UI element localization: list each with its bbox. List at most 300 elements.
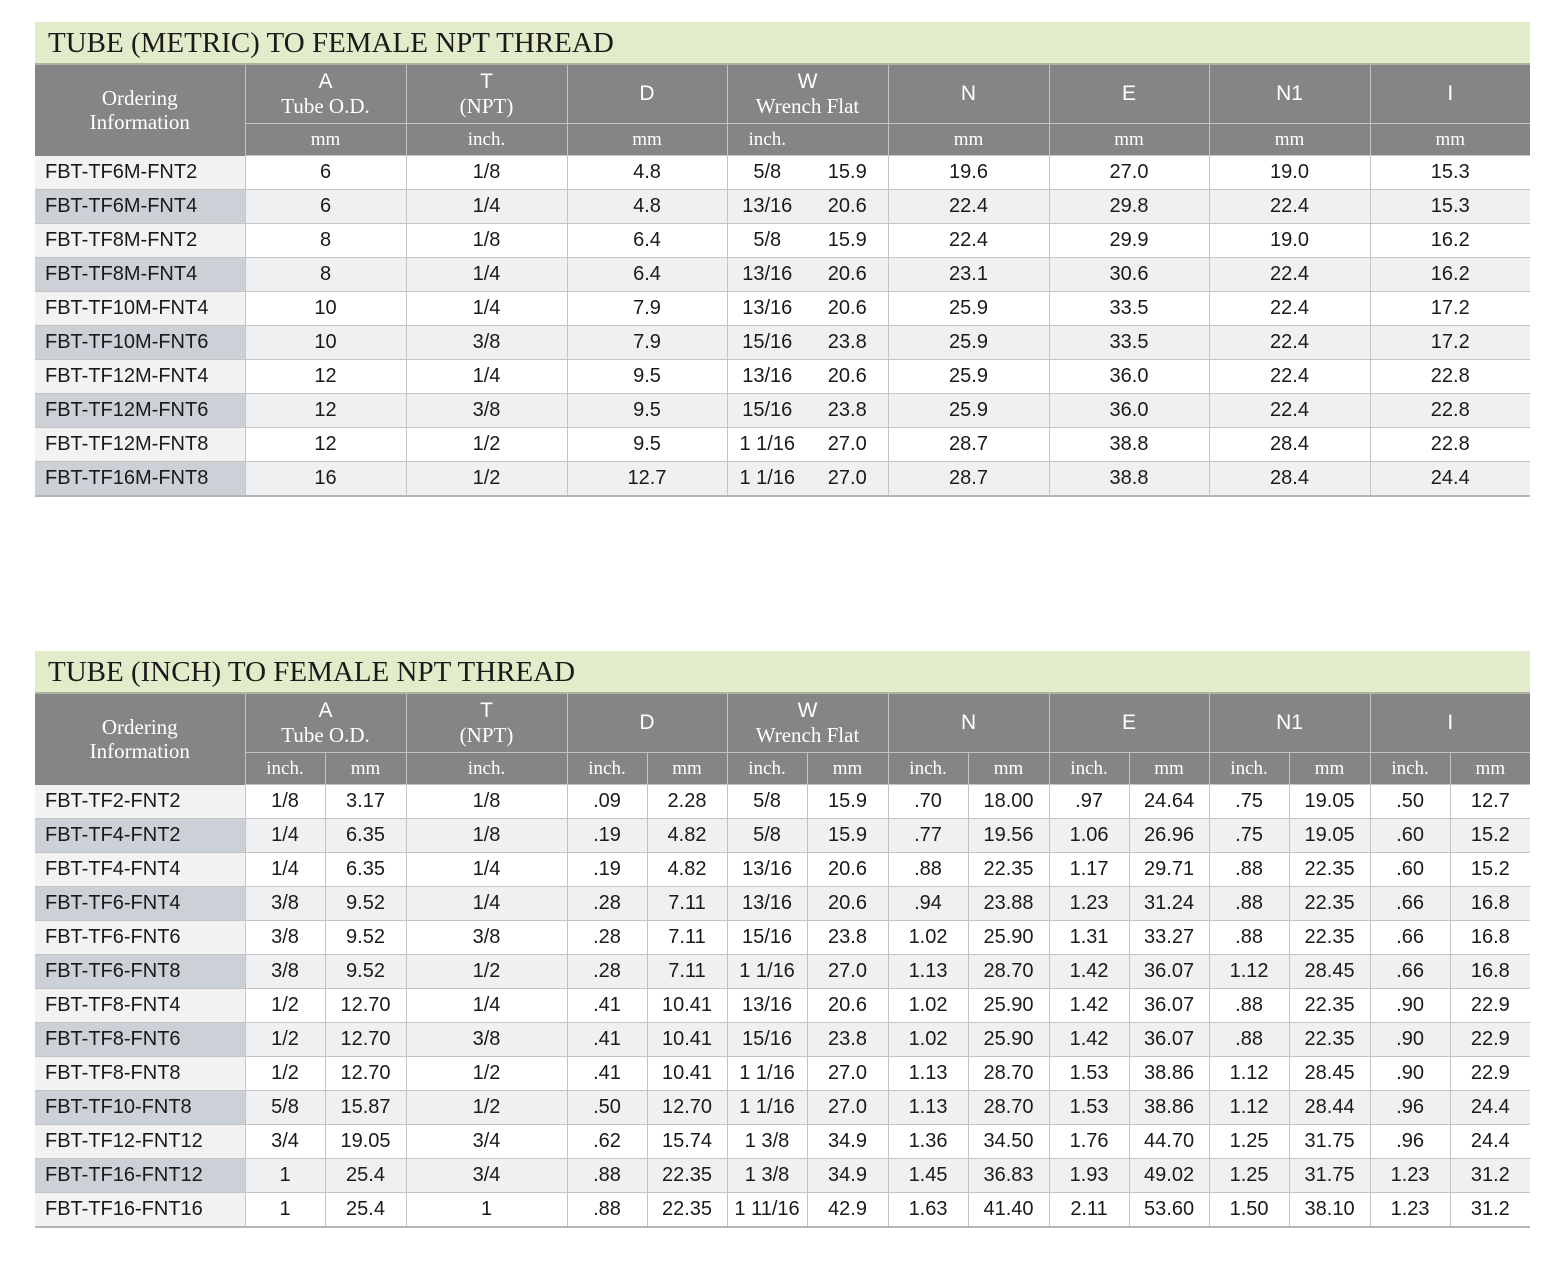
value-cell: 1/4 xyxy=(406,853,567,887)
value-cell: 16.2 xyxy=(1370,224,1530,258)
value-cell: 12.7 xyxy=(567,462,727,497)
value-cell: 25.4 xyxy=(325,1159,406,1193)
table-row xyxy=(35,360,1530,394)
value-cell: 1.02 xyxy=(888,989,968,1023)
inch-table-title: TUBE (INCH) TO FEMALE NPT THREAD xyxy=(35,651,1530,694)
part-number-cell: FBT-TF4-FNT4 xyxy=(35,853,245,887)
value-cell: 23.1 xyxy=(888,258,1049,292)
value-cell: .28 xyxy=(567,955,647,989)
value-cell: .88 xyxy=(1209,1023,1289,1057)
value-cell: .88 xyxy=(567,1193,647,1228)
value-cell: 33.5 xyxy=(1049,326,1209,360)
value-cell: 5/8 xyxy=(727,224,807,258)
value-cell: 8 xyxy=(245,224,406,258)
header-t xyxy=(406,65,567,124)
value-cell: 3.17 xyxy=(325,785,406,819)
value-cell: 22.35 xyxy=(1289,921,1370,955)
value-cell: 1.63 xyxy=(888,1193,968,1228)
ordering-info-header xyxy=(35,65,245,156)
value-cell: 3/8 xyxy=(245,955,325,989)
value-cell: 4.8 xyxy=(567,190,727,224)
table-row xyxy=(35,190,1530,224)
value-cell: 1.53 xyxy=(1049,1091,1129,1125)
value-cell: .77 xyxy=(888,819,968,853)
value-cell: .88 xyxy=(1209,921,1289,955)
value-cell: 3/8 xyxy=(406,326,567,360)
value-cell: 53.60 xyxy=(1129,1193,1209,1228)
value-cell: 7.11 xyxy=(647,921,727,955)
value-cell: .96 xyxy=(1370,1125,1450,1159)
value-cell: 22.8 xyxy=(1370,394,1530,428)
header-n1: N1 xyxy=(1209,65,1370,124)
header-w-label: Wrench Flat xyxy=(755,722,860,747)
value-cell: 24.4 xyxy=(1450,1125,1530,1159)
value-cell: 33.5 xyxy=(1049,292,1209,326)
value-cell: 12.70 xyxy=(325,1023,406,1057)
unit-header: mm xyxy=(1289,753,1370,785)
part-number-cell: FBT-TF8M-FNT2 xyxy=(35,224,245,258)
unit-header: mm xyxy=(245,124,406,156)
value-cell: 12 xyxy=(245,428,406,462)
part-number-cell: FBT-TF6M-FNT4 xyxy=(35,190,245,224)
table-row xyxy=(35,462,1530,497)
value-cell: 25.9 xyxy=(888,326,1049,360)
value-cell: 1 xyxy=(245,1193,325,1228)
value-cell: 15.9 xyxy=(807,224,888,258)
value-cell: 1.23 xyxy=(1049,887,1129,921)
value-cell: 28.45 xyxy=(1289,955,1370,989)
table-row xyxy=(35,1159,1530,1193)
header-a-label: Tube O.D. xyxy=(281,93,370,118)
header-t-letter: T xyxy=(480,698,493,722)
value-cell: 13/16 xyxy=(727,258,807,292)
value-cell: .97 xyxy=(1049,785,1129,819)
value-cell: 5/8 xyxy=(727,785,807,819)
value-cell: 1/4 xyxy=(406,989,567,1023)
value-cell: .88 xyxy=(1209,853,1289,887)
value-cell: 6.35 xyxy=(325,819,406,853)
value-cell: 1.42 xyxy=(1049,1023,1129,1057)
unit-header: inch. xyxy=(567,753,647,785)
header-d: D xyxy=(567,694,727,753)
table-row xyxy=(35,1091,1530,1125)
part-number-cell: FBT-TF2-FNT2 xyxy=(35,785,245,819)
value-cell: 1/2 xyxy=(245,1023,325,1057)
value-cell: .50 xyxy=(1370,785,1450,819)
value-cell: 23.8 xyxy=(807,921,888,955)
value-cell: 38.8 xyxy=(1049,462,1209,497)
value-cell: 44.70 xyxy=(1129,1125,1209,1159)
value-cell: 22.8 xyxy=(1370,428,1530,462)
value-cell: 17.2 xyxy=(1370,326,1530,360)
part-number-cell: FBT-TF8-FNT4 xyxy=(35,989,245,1023)
value-cell: 1/8 xyxy=(406,785,567,819)
part-number-cell: FBT-TF4-FNT2 xyxy=(35,819,245,853)
unit-header: mm xyxy=(325,753,406,785)
value-cell: .70 xyxy=(888,785,968,819)
part-number-cell: FBT-TF6-FNT4 xyxy=(35,887,245,921)
value-cell: 1.12 xyxy=(1209,1091,1289,1125)
value-cell: 18.00 xyxy=(968,785,1049,819)
table-row xyxy=(35,1125,1530,1159)
part-number-cell: FBT-TF8-FNT8 xyxy=(35,1057,245,1091)
value-cell: 12.7 xyxy=(1450,785,1530,819)
value-cell: 22.35 xyxy=(968,853,1049,887)
value-cell: 9.52 xyxy=(325,921,406,955)
value-cell: 1/4 xyxy=(406,360,567,394)
value-cell: 1/8 xyxy=(406,819,567,853)
part-number-cell: FBT-TF6-FNT6 xyxy=(35,921,245,955)
value-cell: 23.8 xyxy=(807,394,888,428)
value-cell: 31.24 xyxy=(1129,887,1209,921)
value-cell: 27.0 xyxy=(807,1091,888,1125)
header-n1: N1 xyxy=(1209,694,1370,753)
value-cell: 19.0 xyxy=(1209,156,1370,190)
header-e: E xyxy=(1049,65,1209,124)
value-cell: .90 xyxy=(1370,1023,1450,1057)
value-cell: 22.4 xyxy=(1209,394,1370,428)
value-cell: 23.88 xyxy=(968,887,1049,921)
value-cell: 49.02 xyxy=(1129,1159,1209,1193)
value-cell: 1.13 xyxy=(888,1057,968,1091)
inch-table-section xyxy=(35,651,1530,1228)
value-cell: 4.8 xyxy=(567,156,727,190)
value-cell: 3/8 xyxy=(245,887,325,921)
value-cell: 10 xyxy=(245,292,406,326)
value-cell: 1 11/16 xyxy=(727,1193,807,1228)
value-cell: 22.4 xyxy=(1209,292,1370,326)
value-cell: 31.2 xyxy=(1450,1193,1530,1228)
value-cell: .90 xyxy=(1370,1057,1450,1091)
value-cell: 5/8 xyxy=(727,156,807,190)
ordering-header-line2: Information xyxy=(89,110,190,135)
value-cell: 16 xyxy=(245,462,406,497)
value-cell: 36.0 xyxy=(1049,360,1209,394)
value-cell: 1 3/8 xyxy=(727,1159,807,1193)
value-cell: 15.74 xyxy=(647,1125,727,1159)
value-cell: 2.28 xyxy=(647,785,727,819)
unit-header: inch. xyxy=(1370,753,1450,785)
part-number-cell: FBT-TF10M-FNT4 xyxy=(35,292,245,326)
value-cell: 10 xyxy=(245,326,406,360)
value-cell: 28.4 xyxy=(1209,462,1370,497)
value-cell: 5/8 xyxy=(245,1091,325,1125)
value-cell: 1.45 xyxy=(888,1159,968,1193)
value-cell: 23.8 xyxy=(807,1023,888,1057)
value-cell: 16.8 xyxy=(1450,955,1530,989)
value-cell: .28 xyxy=(567,921,647,955)
value-cell: 15.2 xyxy=(1450,853,1530,887)
unit-header: mm xyxy=(647,753,727,785)
value-cell: 1.53 xyxy=(1049,1057,1129,1091)
value-cell: 3/4 xyxy=(245,1125,325,1159)
value-cell: 1/8 xyxy=(245,785,325,819)
value-cell: 1.25 xyxy=(1209,1159,1289,1193)
value-cell: 28.44 xyxy=(1289,1091,1370,1125)
value-cell: .19 xyxy=(567,819,647,853)
header-n: N xyxy=(888,694,1049,753)
ordering-header-line1: Ordering xyxy=(101,86,178,111)
value-cell: 20.6 xyxy=(807,190,888,224)
value-cell: 36.07 xyxy=(1129,1023,1209,1057)
value-cell: 22.35 xyxy=(647,1193,727,1228)
value-cell: 36.83 xyxy=(968,1159,1049,1193)
value-cell: 28.70 xyxy=(968,1057,1049,1091)
header-w-letter: W xyxy=(797,698,818,722)
value-cell: .19 xyxy=(567,853,647,887)
value-cell: .62 xyxy=(567,1125,647,1159)
part-number-cell: FBT-TF16-FNT16 xyxy=(35,1193,245,1228)
table-row xyxy=(35,428,1530,462)
table-row xyxy=(35,156,1530,190)
value-cell: 1.50 xyxy=(1209,1193,1289,1228)
value-cell: 22.4 xyxy=(1209,190,1370,224)
value-cell: 16.2 xyxy=(1370,258,1530,292)
unit-header: mm xyxy=(1049,124,1209,156)
value-cell: 19.05 xyxy=(325,1125,406,1159)
value-cell: 31.75 xyxy=(1289,1125,1370,1159)
value-cell: 28.70 xyxy=(968,955,1049,989)
value-cell: 1.42 xyxy=(1049,955,1129,989)
value-cell: 23.8 xyxy=(807,326,888,360)
unit-header: mm xyxy=(807,753,888,785)
value-cell: 25.9 xyxy=(888,292,1049,326)
value-cell: 34.9 xyxy=(807,1125,888,1159)
header-a-label: Tube O.D. xyxy=(281,722,370,747)
value-cell: .75 xyxy=(1209,785,1289,819)
unit-header: inch. xyxy=(245,753,325,785)
value-cell: 1.12 xyxy=(1209,955,1289,989)
header-a xyxy=(245,694,406,753)
value-cell: 22.4 xyxy=(1209,326,1370,360)
value-cell: 1/2 xyxy=(245,989,325,1023)
value-cell: 29.8 xyxy=(1049,190,1209,224)
value-cell: 22.35 xyxy=(1289,887,1370,921)
value-cell: 22.4 xyxy=(888,224,1049,258)
value-cell: 19.0 xyxy=(1209,224,1370,258)
value-cell: 15.3 xyxy=(1370,156,1530,190)
value-cell: 19.56 xyxy=(968,819,1049,853)
value-cell: 15.3 xyxy=(1370,190,1530,224)
header-a-letter: A xyxy=(318,69,333,93)
table-row xyxy=(35,1023,1530,1057)
value-cell: 27.0 xyxy=(807,1057,888,1091)
value-cell: 22.4 xyxy=(1209,360,1370,394)
value-cell: 10.41 xyxy=(647,989,727,1023)
value-cell: .41 xyxy=(567,1057,647,1091)
value-cell: 3/4 xyxy=(406,1159,567,1193)
value-cell: .90 xyxy=(1370,989,1450,1023)
value-cell: 12.70 xyxy=(647,1091,727,1125)
header-t-label: (NPT) xyxy=(459,93,514,118)
value-cell: 1/2 xyxy=(406,1057,567,1091)
ordering-header-line2: Information xyxy=(89,739,190,764)
value-cell: 1/4 xyxy=(406,292,567,326)
value-cell: 24.4 xyxy=(1370,462,1530,497)
unit-header: inch. xyxy=(727,124,807,156)
value-cell: .28 xyxy=(567,887,647,921)
unit-header: mm xyxy=(1370,124,1530,156)
value-cell: 15/16 xyxy=(727,1023,807,1057)
value-cell: 22.35 xyxy=(1289,853,1370,887)
value-cell: 28.70 xyxy=(968,1091,1049,1125)
part-number-cell: FBT-TF16M-FNT8 xyxy=(35,462,245,497)
value-cell: 25.9 xyxy=(888,394,1049,428)
value-cell: 30.6 xyxy=(1049,258,1209,292)
value-cell: 13/16 xyxy=(727,190,807,224)
unit-header: inch. xyxy=(888,753,968,785)
unit-header: mm xyxy=(1209,124,1370,156)
value-cell: 15.87 xyxy=(325,1091,406,1125)
value-cell: 22.4 xyxy=(1209,258,1370,292)
value-cell: 6 xyxy=(245,190,406,224)
value-cell: .66 xyxy=(1370,955,1450,989)
ordering-header-line1: Ordering xyxy=(101,715,178,740)
value-cell: 27.0 xyxy=(1049,156,1209,190)
value-cell: 13/16 xyxy=(727,853,807,887)
value-cell: 1/2 xyxy=(245,1057,325,1091)
value-cell: 6.4 xyxy=(567,224,727,258)
value-cell: 25.90 xyxy=(968,1023,1049,1057)
unit-header: mm xyxy=(567,124,727,156)
value-cell: 10.41 xyxy=(647,1023,727,1057)
header-t-label: (NPT) xyxy=(459,722,514,747)
value-cell: 7.9 xyxy=(567,292,727,326)
table-row xyxy=(35,955,1530,989)
value-cell: 1.36 xyxy=(888,1125,968,1159)
table-row xyxy=(35,989,1530,1023)
value-cell: 1/4 xyxy=(406,258,567,292)
value-cell: 15.9 xyxy=(807,156,888,190)
value-cell: .41 xyxy=(567,1023,647,1057)
value-cell: .94 xyxy=(888,887,968,921)
part-number-cell: FBT-TF10-FNT8 xyxy=(35,1091,245,1125)
value-cell: 1.23 xyxy=(1370,1159,1450,1193)
value-cell: 1.02 xyxy=(888,921,968,955)
value-cell: 1.06 xyxy=(1049,819,1129,853)
value-cell: 15.2 xyxy=(1450,819,1530,853)
value-cell: .50 xyxy=(567,1091,647,1125)
value-cell: 13/16 xyxy=(727,292,807,326)
value-cell: .09 xyxy=(567,785,647,819)
value-cell: 2.11 xyxy=(1049,1193,1129,1228)
unit-header: mm xyxy=(1450,753,1530,785)
value-cell: 1 xyxy=(245,1159,325,1193)
value-cell: 6.4 xyxy=(567,258,727,292)
value-cell: 1 1/16 xyxy=(727,1091,807,1125)
value-cell: 12 xyxy=(245,394,406,428)
value-cell: 22.9 xyxy=(1450,989,1530,1023)
value-cell: 8 xyxy=(245,258,406,292)
value-cell: 25.90 xyxy=(968,921,1049,955)
part-number-cell: FBT-TF6-FNT8 xyxy=(35,955,245,989)
value-cell: 16.8 xyxy=(1450,921,1530,955)
value-cell: 1/2 xyxy=(406,462,567,497)
part-number-cell: FBT-TF8M-FNT4 xyxy=(35,258,245,292)
value-cell: 1.31 xyxy=(1049,921,1129,955)
value-cell: 27.0 xyxy=(807,955,888,989)
header-t-letter: T xyxy=(480,69,493,93)
value-cell: 28.7 xyxy=(888,428,1049,462)
part-number-cell: FBT-TF12-FNT12 xyxy=(35,1125,245,1159)
value-cell: 15.9 xyxy=(807,785,888,819)
value-cell: .88 xyxy=(888,853,968,887)
value-cell: 12.70 xyxy=(325,1057,406,1091)
value-cell: 4.82 xyxy=(647,853,727,887)
value-cell: 3/8 xyxy=(245,921,325,955)
value-cell: 20.6 xyxy=(807,887,888,921)
value-cell: 19.05 xyxy=(1289,819,1370,853)
part-number-cell: FBT-TF12M-FNT4 xyxy=(35,360,245,394)
value-cell: 19.6 xyxy=(888,156,1049,190)
value-cell: 29.9 xyxy=(1049,224,1209,258)
header-a xyxy=(245,65,406,124)
value-cell: 13/16 xyxy=(727,989,807,1023)
value-cell: 22.35 xyxy=(1289,1023,1370,1057)
table-row xyxy=(35,819,1530,853)
value-cell: 4.82 xyxy=(647,819,727,853)
value-cell: 10.41 xyxy=(647,1057,727,1091)
value-cell: 1/4 xyxy=(406,190,567,224)
table-row xyxy=(35,224,1530,258)
value-cell: 34.50 xyxy=(968,1125,1049,1159)
value-cell: 1/2 xyxy=(406,1091,567,1125)
value-cell: 1/8 xyxy=(406,156,567,190)
unit-header: mm xyxy=(888,124,1049,156)
value-cell: 38.8 xyxy=(1049,428,1209,462)
value-cell: 1.42 xyxy=(1049,989,1129,1023)
value-cell: 20.6 xyxy=(807,853,888,887)
value-cell: 25.4 xyxy=(325,1193,406,1228)
value-cell: 20.6 xyxy=(807,360,888,394)
header-w-label: Wrench Flat xyxy=(755,93,860,118)
table-row xyxy=(35,921,1530,955)
table-row xyxy=(35,394,1530,428)
table-row xyxy=(35,1057,1530,1091)
header-i: I xyxy=(1370,694,1530,753)
header-w xyxy=(727,65,888,124)
value-cell: 1 1/16 xyxy=(727,955,807,989)
header-i: I xyxy=(1370,65,1530,124)
value-cell: 6.35 xyxy=(325,853,406,887)
value-cell: 7.11 xyxy=(647,955,727,989)
value-cell: 12 xyxy=(245,360,406,394)
value-cell: 1.13 xyxy=(888,955,968,989)
value-cell: 17.2 xyxy=(1370,292,1530,326)
value-cell: 34.9 xyxy=(807,1159,888,1193)
part-number-cell: FBT-TF8-FNT6 xyxy=(35,1023,245,1057)
inch-spec-table xyxy=(35,694,1530,1228)
value-cell: 1/4 xyxy=(245,819,325,853)
table-row xyxy=(35,887,1530,921)
part-number-cell: FBT-TF12M-FNT8 xyxy=(35,428,245,462)
value-cell: 9.52 xyxy=(325,887,406,921)
value-cell: 19.05 xyxy=(1289,785,1370,819)
value-cell: 1.93 xyxy=(1049,1159,1129,1193)
unit-header: inch. xyxy=(727,753,807,785)
header-w-letter: W xyxy=(797,69,818,93)
value-cell: 1 1/16 xyxy=(727,1057,807,1091)
value-cell: 27.0 xyxy=(807,428,888,462)
value-cell: 25.90 xyxy=(968,989,1049,1023)
value-cell: 31.2 xyxy=(1450,1159,1530,1193)
value-cell: 36.0 xyxy=(1049,394,1209,428)
value-cell: 1.17 xyxy=(1049,853,1129,887)
value-cell: 3/8 xyxy=(406,394,567,428)
value-cell: 1.25 xyxy=(1209,1125,1289,1159)
unit-header: inch. xyxy=(406,124,567,156)
metric-table-section xyxy=(35,22,1530,497)
